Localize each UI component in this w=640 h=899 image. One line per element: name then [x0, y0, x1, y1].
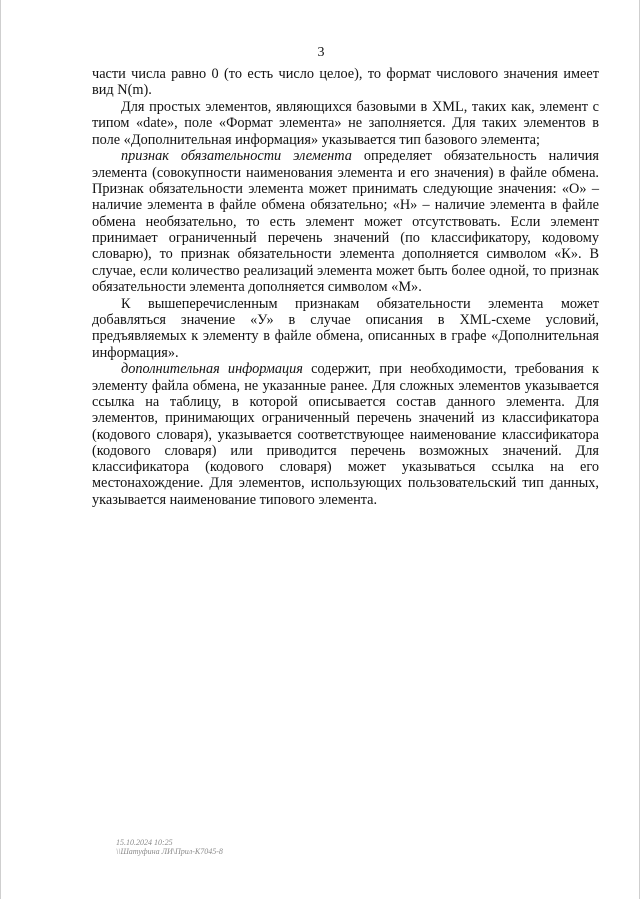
paragraph-3-text: определяет обязательность наличия элемента (совокупности наименования элемента и его значения) в файле обмена. Признак обязательности элемента может принимать следующие значения: «О» – наличие элемента в файле обмена обязательно; «Н» – наличие элемента в файле обмена необязательно, то есть элемент может отсутствовать. Если элемент принимает ограниченный перечень значений (по классификатору, кодовому словарю), то признак обязательности элемента дополняется символом «К». В случае, если количество реализаций элемента может быть более одной, то признак обязательности элемента дополняется символом «М». [92, 148, 599, 295]
footer-stamp-path: \\Шатуфина ЛИ\Прил-К7045-8 [116, 847, 223, 856]
paragraph-3 [92, 148, 599, 295]
paragraph-1: части числа равно 0 (то есть число целое), то формат числового значения имеет вид N(m). [92, 66, 599, 99]
body-text [92, 66, 599, 509]
paragraph-4: К вышеперечисленным признакам обязательности элемента может добавляться значение «У» в случае описания в XML-схеме условий, предъявляемых к элементу в файле обмена, описанных в графе «Дополнительная информация». [92, 295, 599, 361]
term-required-flag: признак обязательности элемента [121, 148, 352, 165]
paragraph-5 [92, 361, 599, 508]
page-number: 3 [317, 45, 325, 60]
term-additional-info: дополнительная информация [121, 361, 303, 378]
paragraph-5-text: содержит, при необходимости, требования к элементу файла обмена, не указанные ранее. Для сложных элементов указывается ссылка на таблицу, в которой описывается состав данного элемента. Для элементов, принимающих ограниченный перечень значений из классификатора (кодового словаря), указывается соответствующее наименование классификатора (кодового словаря) или приводится перечень возможных значений. Для классификатора (кодового словаря) может указываться ссылка на его местонахождение. Для элементов, использующих пользовательский тип данных, указывается наименование типового элемента. [92, 361, 599, 508]
paragraph-2: Для простых элементов, являющихся базовыми в XML, таких как, элемент с типом «date», поле «Формат элемента» не заполняется. Для таких элементов в поле «Дополнительная информация» указывается тип базового элемента; [92, 99, 599, 148]
footer-stamp [116, 838, 223, 856]
footer-stamp-date: 15.10.2024 10:25 [116, 838, 173, 847]
